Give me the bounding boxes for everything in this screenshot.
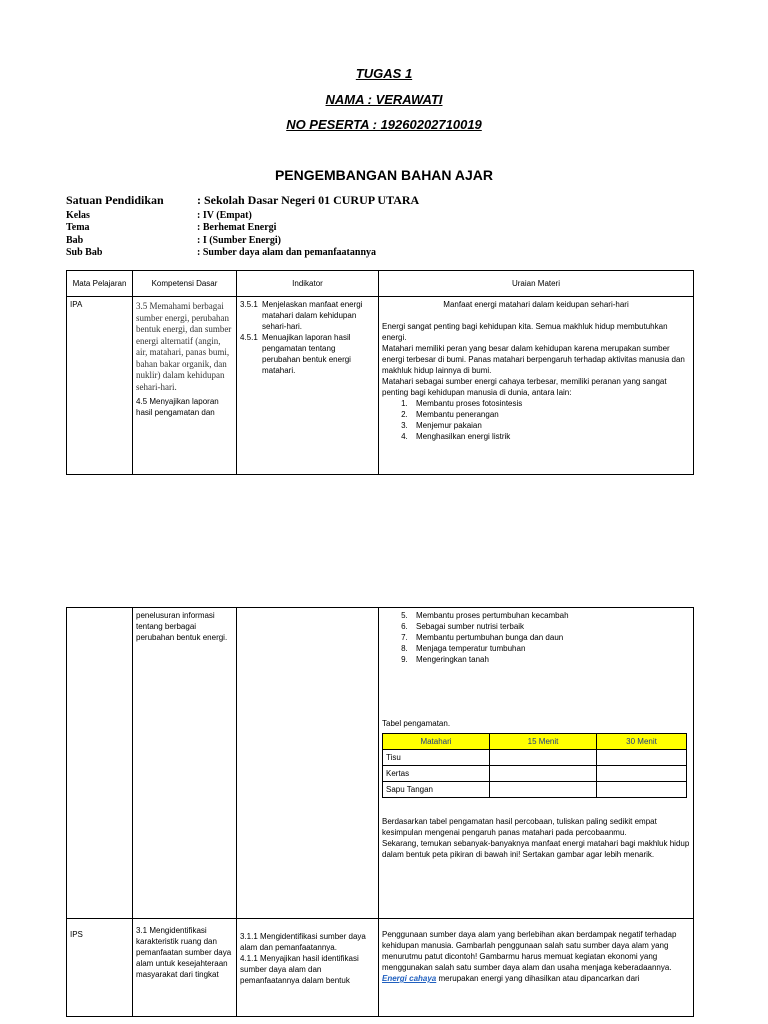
subject-ipa: IPA [67, 297, 133, 475]
material-paragraph: Energi sangat penting bagi kehidupan kita. Semua makhluk hidup membutuhkan energi. [382, 322, 668, 342]
benefit-list [382, 398, 690, 442]
indicator-ips [237, 919, 379, 1017]
benefit-list-cont [382, 610, 690, 665]
instruction-paragraph: Sekarang, temukan sebanyak-banyaknya manfaat energi matahari bagi makhluk hidup dalam bentuk peta pikiran di bawah ini! Sertakan gambar agar lebih menarik. [382, 839, 690, 859]
meta-value-chapter: : I (Sumber Energi) [197, 235, 281, 246]
material-paragraph [382, 973, 690, 984]
subject-ips: IPS [67, 919, 133, 1017]
observation-label: Tabel pengamatan. [382, 719, 451, 728]
energy-link[interactable]: Energi cahaya [382, 974, 437, 983]
observation-table [382, 733, 687, 798]
competency-ipa [133, 297, 237, 475]
material-ipa-cont [379, 608, 694, 919]
obs-row-label: Kertas [383, 766, 490, 782]
indicator-ipa-cont [237, 608, 379, 919]
document-title: PENGEMBANGAN BAHAN AJAR [274, 167, 494, 183]
subject-ipa-cont [67, 608, 133, 919]
material-title: Manfaat energi matahari dalam keidupan sehari-hari [443, 300, 629, 309]
material-ipa [379, 297, 694, 475]
kd-3-5: 3.5 Memahami berbagai sumber energi, perubahan bentuk energi, dan sumber energi alternatif (angin, air, matahari, panas bumi, bahan bakar organik, dan nuklir) dalam kehidupan sehari-hari. [136, 301, 232, 392]
meta-value-subchapter: : Sumber daya alam dan pemanfaatannya [197, 247, 377, 258]
obs-row-label: Tisu [383, 750, 490, 766]
table-row [383, 782, 687, 798]
meta-label-class: Kelas [66, 210, 90, 221]
meta-value-school: : Sekolah Dasar Negeri 01 CURUP UTARA [197, 193, 420, 207]
obs-cell[interactable] [490, 766, 597, 782]
indicator-text: Menuajikan laporan hasil pengamatan tentang perubahan bentuk energi matahari. [262, 333, 351, 375]
student-name: NAMA : VERAWATI [325, 92, 443, 107]
list-item: 5. Membantu proses pertumbuhan kecambah [410, 610, 690, 621]
indicator-item [240, 299, 375, 332]
competency-ips: 3.1 Mengidentifikasi karakteristik ruang dan pemanfaatan sumber daya alam untuk kesejahteraan masyarakat dari tingkat [133, 919, 237, 1017]
task-heading: TUGAS 1 [355, 66, 413, 81]
table-row [383, 750, 687, 766]
indicator-text: Menjelaskan manfaat energi matahari dalam kehidupan sehari-hari. [262, 300, 363, 331]
material-paragraph: Matahari sebagai sumber energi cahaya terbesar, memiliki peranan yang sangat penting bagi kehidupan manusia di dunia, antara lain: [382, 377, 667, 397]
list-item: 2. Membantu penerangan [410, 409, 690, 420]
obs-header-15: 15 Menit [490, 734, 597, 750]
table-row [383, 766, 687, 782]
material-ips [379, 919, 694, 1017]
obs-header-30: 30 Menit [597, 734, 687, 750]
obs-cell[interactable] [597, 766, 687, 782]
list-item: 8. Menjaga temperatur tumbuhan [410, 643, 690, 654]
list-item: 9. Mengeringkan tanah [410, 654, 690, 665]
obs-cell[interactable] [490, 750, 597, 766]
obs-row-label: Sapu Tangan [383, 782, 490, 798]
list-item: 3. Menjemur pakaian [410, 420, 690, 431]
lesson-table-part2 [66, 607, 694, 1017]
obs-header-sun: Matahari [383, 734, 490, 750]
meta-label-chapter: Bab [66, 235, 84, 246]
list-item: 1. Membantu proses fotosintesis [410, 398, 690, 409]
header-indicator: Indikator [237, 271, 379, 297]
material-text: merupakan energi yang dihasilkan atau dipancarkan dari [436, 974, 640, 983]
header-material: Uraian Materi [379, 271, 694, 297]
competency-ipa-cont [133, 608, 237, 919]
header-subject: Mata Pelajaran [67, 271, 133, 297]
indicator-text: 4.1.1 Menyajikan hasil identifikasi sumber daya alam dan pemanfaatannya dalam bentuk [240, 954, 359, 985]
indicator-item [240, 332, 375, 376]
indicator-number: 3.5.1 [240, 300, 258, 309]
obs-cell[interactable] [490, 782, 597, 798]
list-item: 6. Sebagai sumber nutrisi terbaik [410, 621, 690, 632]
kd-4-5-cont: penelusuran informasi tentang berbagai perubahan bentuk energi. [136, 611, 228, 642]
kd-4-5: 4.5 Menyajikan laporan hasil pengamatan dan [136, 397, 219, 417]
meta-value-theme: : Berhemat Energi [197, 222, 277, 233]
meta-label-subchapter: Sub Bab [66, 247, 103, 258]
material-paragraph: Matahari memiliki peran yang besar dalam kehidupan karena merupakan sumber energi terbesar di bumi. Panas matahari berpengaruh terhadap aktivitas manusia dan makhluk hidup lainnya di bumi. [382, 344, 685, 375]
list-item: 7. Membantu pertumbuhan bunga dan daun [410, 632, 690, 643]
meta-label-theme: Tema [66, 222, 90, 233]
meta-label-school: Satuan Pendidikan [66, 193, 164, 207]
indicator-ipa [237, 297, 379, 475]
indicator-text: 3.1.1 Mengidentifikasi sumber daya alam dan pemanfaatannya. [240, 932, 366, 952]
header-competency: Kompetensi Dasar [133, 271, 237, 297]
material-paragraph: Penggunaan sumber daya alam yang berlebihan akan berdampak negatif terhadap kehidupan manusia. Gambarlah penggunaan salah satu sumber daya alam yang menurutmu patut dicontoh! Gambarmu harus memuat kegiatan ekonomi yang menggunakan salah satu sumber daya alam dan usaha menjaga keberadaannya. [382, 930, 677, 972]
meta-value-class: : IV (Empat) [197, 210, 252, 221]
obs-cell[interactable] [597, 782, 687, 798]
participant-number: NO PESERTA : 19260202710019 [286, 117, 482, 132]
list-item: 4. Menghasilkan energi listrik [410, 431, 690, 442]
obs-cell[interactable] [597, 750, 687, 766]
lesson-table-part1 [66, 270, 694, 475]
instruction-paragraph: Berdasarkan tabel pengamatan hasil percobaan, tuliskan paling sedikit empat kesimpulan mengenai pengaruh panas matahari pada percobaanmu. [382, 817, 657, 837]
indicator-number: 4.5.1 [240, 333, 258, 342]
